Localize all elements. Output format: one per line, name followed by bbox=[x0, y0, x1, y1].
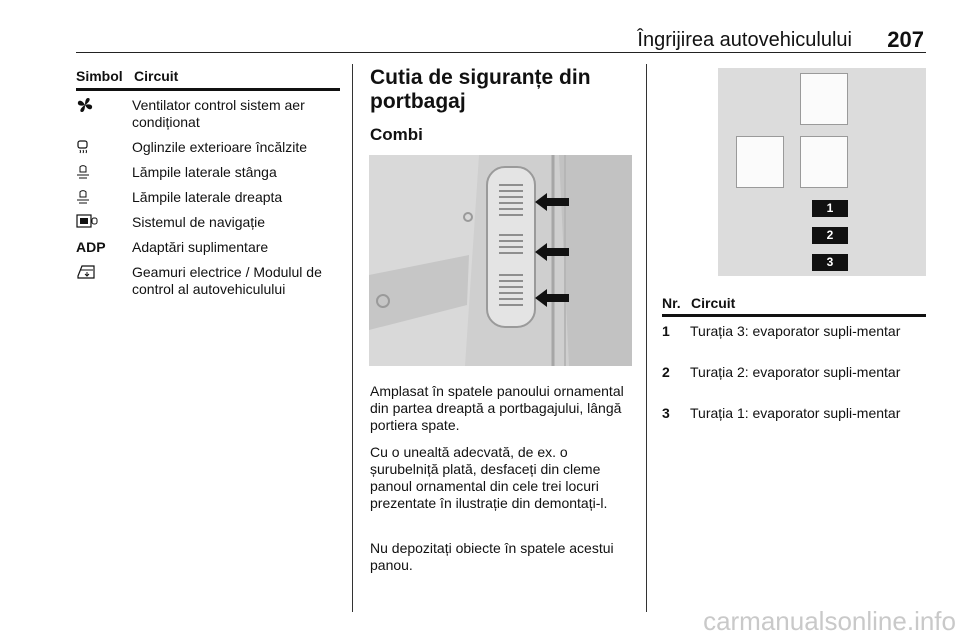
left-table-header-rule bbox=[76, 88, 340, 91]
column-divider-right bbox=[646, 64, 647, 612]
table-row-number: 2 bbox=[662, 364, 670, 380]
heated-mirror-icon bbox=[76, 139, 90, 155]
table-row-text: Adaptări suplimentare bbox=[132, 239, 269, 255]
page-number: 207 bbox=[887, 27, 924, 52]
table-row-text: Turația 2: evaporator supli-mentar bbox=[690, 364, 901, 380]
trunk-panel-photo bbox=[369, 155, 632, 366]
table-row-text: Sistemul de navigație bbox=[132, 214, 266, 230]
power-window-icon bbox=[76, 264, 96, 280]
table-row-text: Geamuri electrice / Modulul de control al autovehiculului bbox=[132, 264, 322, 297]
fan-icon bbox=[76, 97, 94, 113]
table-row-symbol bbox=[76, 214, 130, 232]
fuse-label: 3 bbox=[812, 254, 848, 271]
column-divider-left bbox=[352, 64, 353, 612]
watermark: carmanualsonline.info bbox=[703, 606, 956, 636]
table-row-text: Turația 1: evaporator supli-mentar bbox=[690, 405, 901, 421]
header-rule bbox=[76, 52, 926, 53]
body-paragraph: Nu depozitați obiecte în spatele acestui panou. bbox=[370, 540, 614, 573]
table-row-text: Lămpile laterale dreapta bbox=[132, 189, 283, 205]
navigation-icon bbox=[76, 214, 98, 228]
body-paragraph: Amplasat în spatele panoului ornamental din partea dreaptă a portbagajului, lângă portiera spate. bbox=[370, 383, 624, 433]
table-row-symbol bbox=[76, 264, 130, 284]
side-lamp-left-icon bbox=[76, 164, 90, 180]
table-row-symbol bbox=[76, 189, 130, 209]
fuse-box-diagram bbox=[718, 68, 926, 276]
right-table-header-circuit: Circuit bbox=[691, 295, 736, 311]
section-heading: Cutia de siguranțe din portbagaj bbox=[370, 66, 591, 113]
table-row-text: Oglinzile exterioare încălzite bbox=[132, 139, 308, 155]
table-row-symbol bbox=[76, 164, 130, 184]
table-row-text: Turația 3: evaporator supli-mentar bbox=[690, 323, 901, 339]
fuse-label: 2 bbox=[812, 227, 848, 244]
left-table-header-circuit: Circuit bbox=[134, 68, 179, 84]
fuse-slot bbox=[736, 136, 784, 188]
right-table-header-rule bbox=[662, 314, 926, 317]
table-row-number: 3 bbox=[662, 405, 670, 421]
fuse-slot bbox=[800, 73, 848, 125]
running-header-title: Îngrijirea autovehiculului bbox=[637, 29, 852, 51]
table-row-symbol-text: ADP bbox=[76, 239, 106, 255]
table-row-symbol bbox=[76, 139, 130, 159]
body-paragraph: Cu o unealtă adecvată, de ex. o șurubelniță plată, desfaceți din cleme panoul ornamental din cele trei locuri prezentate în ilustrație din demontați-l. bbox=[370, 444, 608, 511]
table-row-symbol bbox=[76, 97, 130, 117]
fuse-label: 1 bbox=[812, 200, 848, 217]
left-table-header-symbol: Simbol bbox=[76, 68, 123, 84]
section-subheading: Combi bbox=[370, 125, 423, 144]
right-table-header-nr: Nr. bbox=[662, 295, 681, 311]
side-lamp-right-icon bbox=[76, 189, 90, 205]
table-row-text: Ventilator control sistem aer condiționat bbox=[132, 97, 305, 130]
table-row-text: Lămpile laterale stânga bbox=[132, 164, 277, 180]
fuse-slot bbox=[800, 136, 848, 188]
table-row-number: 1 bbox=[662, 323, 670, 339]
